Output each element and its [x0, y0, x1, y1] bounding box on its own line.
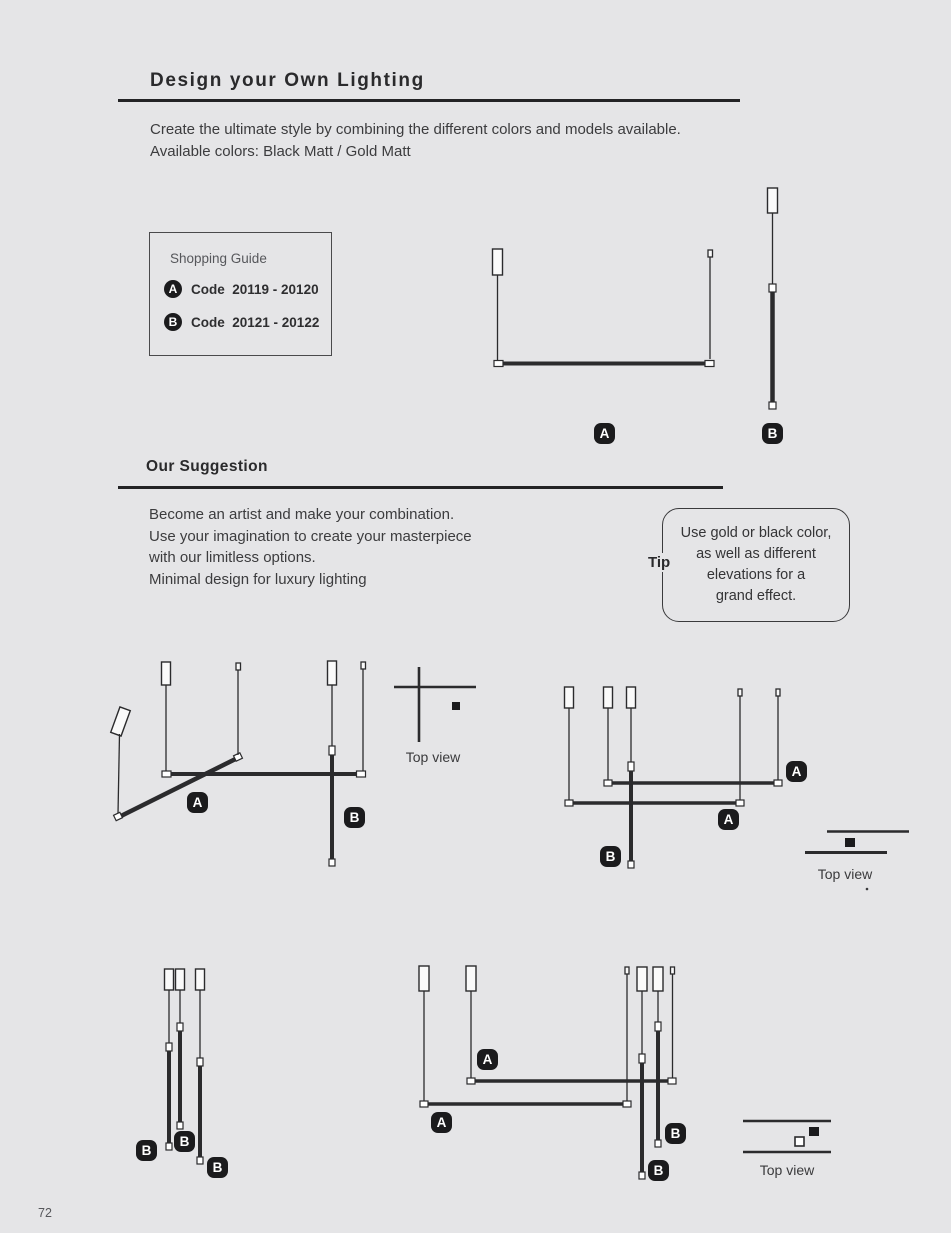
- code-a: Code 20119 - 20120: [191, 281, 319, 297]
- intro-line-2: Available colors: Black Matt / Gold Matt: [150, 142, 411, 160]
- fixture-b-side-view: [768, 188, 778, 409]
- combo1-label-a: A: [187, 792, 208, 813]
- badge-a-icon: A: [164, 280, 182, 298]
- badge-b-icon: B: [164, 313, 182, 331]
- shopping-guide-title: Shopping Guide: [170, 251, 267, 266]
- top-view-caption-3: Top view: [759, 1162, 815, 1178]
- combo-diagram-1: [111, 661, 366, 866]
- top-view-caption-1: Top view: [405, 749, 461, 765]
- page-number: 72: [38, 1206, 52, 1220]
- top-view-diagram-2: [805, 832, 909, 891]
- combo1-label-b: B: [344, 807, 365, 828]
- suggestion-line-1: Become an artist and make your combination.: [149, 506, 455, 523]
- page-title: Design your Own Lighting: [150, 70, 425, 91]
- combo-diagram-2: [565, 687, 783, 868]
- top-view-caption-2: Top view: [817, 866, 873, 882]
- combo4-label-a1: A: [477, 1049, 498, 1070]
- combo3-label-b2: B: [174, 1131, 195, 1152]
- combo2-label-b: B: [600, 846, 621, 867]
- combo4-label-a2: A: [431, 1112, 452, 1133]
- combo-diagram-4: [419, 966, 676, 1179]
- combo4-label-b1: B: [665, 1123, 686, 1144]
- combo4-label-b2: B: [648, 1160, 669, 1181]
- suggestion-line-2: Use your imagination to create your masterpiece: [149, 527, 472, 545]
- code-b: Code 20121 - 20122: [191, 314, 320, 330]
- top-view-diagram-3: [743, 1121, 831, 1152]
- tip-line-4: grand effect.: [715, 588, 797, 604]
- suggestion-line-4: Minimal design for luxury lighting: [149, 570, 367, 588]
- fixture-label-a: A: [594, 423, 615, 444]
- combo3-label-b1: B: [136, 1140, 157, 1161]
- combo2-label-a1: A: [786, 761, 807, 782]
- tip-label: Tip: [645, 553, 673, 572]
- suggestion-line-3: with our limitless options.: [149, 549, 316, 566]
- top-view-diagram-1: [394, 667, 476, 742]
- suggestion-title: Our Suggestion: [146, 458, 268, 475]
- tip-line-2: as well as different: [696, 546, 816, 562]
- fixture-a-side-view: [493, 249, 715, 367]
- fixture-label-b: B: [762, 423, 783, 444]
- combo3-label-b3: B: [207, 1157, 228, 1178]
- intro-line-1: Create the ultimate style by combining the different colors and models available.: [150, 121, 681, 138]
- combo2-label-a2: A: [718, 809, 739, 830]
- tip-line-1: Use gold or black color,: [680, 525, 832, 541]
- tip-line-3: elevations for a: [706, 567, 806, 583]
